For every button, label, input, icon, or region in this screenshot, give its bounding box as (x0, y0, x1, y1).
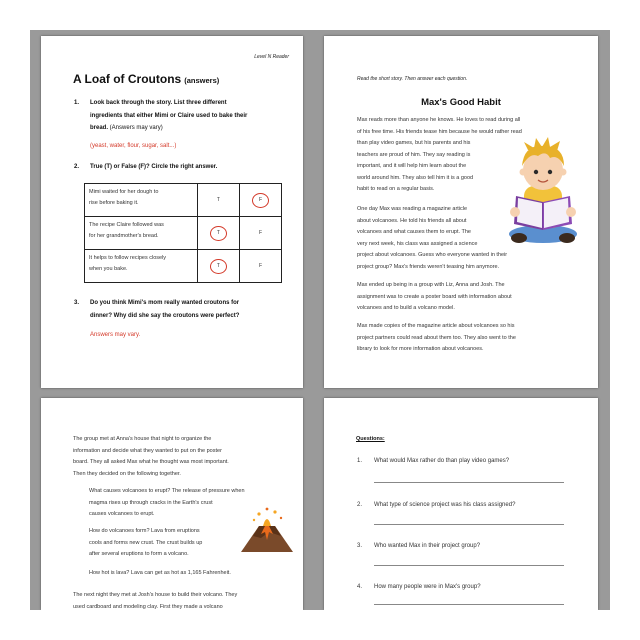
q1-line (90, 122, 300, 135)
q1-number: 1. (74, 100, 80, 106)
text-line: library to look for more information about volcanoes. (357, 346, 484, 352)
text-line: Max reads more than anyone he knows. He loves to read during all (357, 117, 521, 123)
text-line: habit to read on a regular basis. (357, 186, 435, 192)
q1-text (90, 97, 300, 135)
text-line: One day Max was reading a magazine article (357, 206, 468, 212)
table-row (85, 250, 282, 283)
statement-line: Mimi waited for her dough to (89, 189, 159, 195)
fact-lava-temperature: How hot is lava? Lava can get as hot as 1,165 Fahrenheit. (89, 570, 231, 576)
text-line: Max ended up being in a group with Liz, Anna and Josh. The (357, 282, 505, 288)
text-line: about volcanoes. He told his friends all about (357, 217, 467, 224)
q3-line: dinner? Why did she say the croutons were perfect? (90, 312, 240, 319)
questions-heading: Questions: (356, 436, 385, 442)
statement-cell (85, 184, 198, 217)
q3-answer: Answers may vary. (90, 332, 141, 338)
level-label: Level N Reader (254, 54, 289, 60)
text-line: The group met at Anna's house that night to organize the (73, 436, 212, 442)
text-line: How do volcanoes form? Lava from eruptions (89, 528, 200, 534)
statement-line: for her grandmother's bread. (89, 233, 159, 239)
text-line: after several eruptions to form a volcano. (89, 551, 189, 557)
worksheet-title-text: A Loaf of Croutons (73, 72, 182, 86)
q3-text (90, 297, 303, 322)
question-number: 1. (357, 458, 363, 464)
answer-line[interactable] (374, 482, 564, 483)
story-paragraph-5 (73, 434, 298, 480)
false-option-circled[interactable]: F (239, 184, 281, 217)
statement-line: It helps to follow recipes closely (89, 255, 167, 261)
true-option-circled[interactable]: T (197, 217, 239, 250)
boy-reading-illustration (502, 134, 584, 246)
q1-line: ingredients that either Mimi or Claire used to bake their (90, 112, 248, 119)
false-option[interactable]: F (239, 217, 281, 250)
q2-number: 2. (74, 164, 80, 170)
worksheet-title-sub: (answers) (184, 76, 220, 85)
q1-answer: (yeast, water, flour, sugar, salt...) (90, 143, 177, 149)
answer-line[interactable] (374, 565, 564, 566)
statement-line: The recipe Claire followed was (89, 222, 164, 228)
text-line: of his free time. His friends tease him because he would rather read (357, 128, 522, 135)
text-line: world around him. They also tell him it is a good (357, 174, 474, 181)
false-option[interactable]: F (239, 250, 281, 283)
text-line: cools and forms new crust. The crust builds up (89, 539, 203, 546)
question-number: 2. (357, 502, 363, 508)
fact-volcano-formation (89, 526, 249, 561)
answer-line[interactable] (374, 524, 564, 525)
answer-line[interactable] (374, 604, 564, 605)
text-line: board. They all asked Max what he thought was most important. (73, 459, 229, 465)
questions-page (324, 398, 598, 610)
story-page (324, 36, 598, 388)
story-title: Max's Good Habit (421, 97, 501, 108)
story-paragraph-4 (357, 321, 592, 356)
statement-line: rise before baking it. (89, 200, 139, 206)
answers-page (41, 36, 303, 388)
text-line: project partners could read about them too. They also went to the (357, 334, 516, 341)
question-text: Who wanted Max in their project group? (374, 543, 481, 549)
text-line: project about volcanoes. Guess who everyone wanted in their (357, 252, 508, 258)
text-line: volcanoes and to build a volcano model. (357, 305, 455, 311)
statement-cell (85, 217, 198, 250)
q1-line: Look back through the story. List three different (90, 100, 227, 106)
text-line: magma rises up through cracks in the Earth's crust (89, 499, 213, 506)
true-option[interactable]: T (197, 184, 239, 217)
text-line: important, and it will help him learn about the (357, 163, 467, 169)
q3-number: 3. (74, 300, 80, 306)
text-line: than play video games, but his parents and his (357, 140, 471, 146)
q3-line: Do you think Mimi's mom really wanted croutons for (90, 300, 240, 306)
question-number: 3. (357, 543, 363, 549)
text-line: used cardboard and modeling clay. First they made a volcano (73, 603, 223, 610)
story-paragraph-3 (357, 280, 592, 315)
text-line: information and decide what they wanted to put on the poster (73, 447, 222, 454)
text-line: very next week, his class was assigned a science (357, 240, 478, 247)
text-line: Then they decided on the following together. (73, 470, 181, 477)
question-text: How many people were in Max's group? (374, 584, 481, 590)
question-text: What type of science project was his class assigned? (374, 502, 516, 508)
text-line: volcanoes and what causes them to erupt. The (357, 229, 471, 235)
text-line: What causes volcanoes to erupt? The release of pressure when (89, 488, 245, 494)
story-paragraph-6 (73, 590, 298, 610)
true-option-circled[interactable]: T (197, 250, 239, 283)
worksheet-title (73, 72, 219, 86)
question-number: 4. (357, 584, 363, 590)
text-line: project group? Max's friends weren't teasing him anymore. (357, 263, 500, 270)
workspace-background (30, 30, 610, 610)
text-line: causes volcanoes to erupt. (89, 511, 155, 517)
volcano-illustration (239, 506, 295, 554)
true-false-table (84, 183, 282, 283)
text-line: Max made copies of the magazine article about volcanoes so his (357, 323, 515, 329)
text-line: assignment was to create a poster board with information about (357, 293, 512, 300)
q1-last-bold: bread. (90, 125, 109, 131)
story-continued-page (41, 398, 303, 610)
statement-cell (85, 250, 198, 283)
text-line: teachers are proud of him. They say reading is (357, 151, 471, 158)
q2-text: True (T) or False (F)? Circle the right answer. (90, 164, 218, 170)
table-row (85, 217, 282, 250)
story-instruction: Read the short story. Then answer each question. (357, 76, 468, 82)
text-line: The next night they met at Josh's house to build their volcano. They (73, 592, 238, 598)
question-text: What would Max rather do than play video games? (374, 458, 510, 464)
q1-last-normal: (Answers may vary) (108, 125, 163, 131)
table-row (85, 184, 282, 217)
statement-line: when you bake. (89, 266, 128, 272)
